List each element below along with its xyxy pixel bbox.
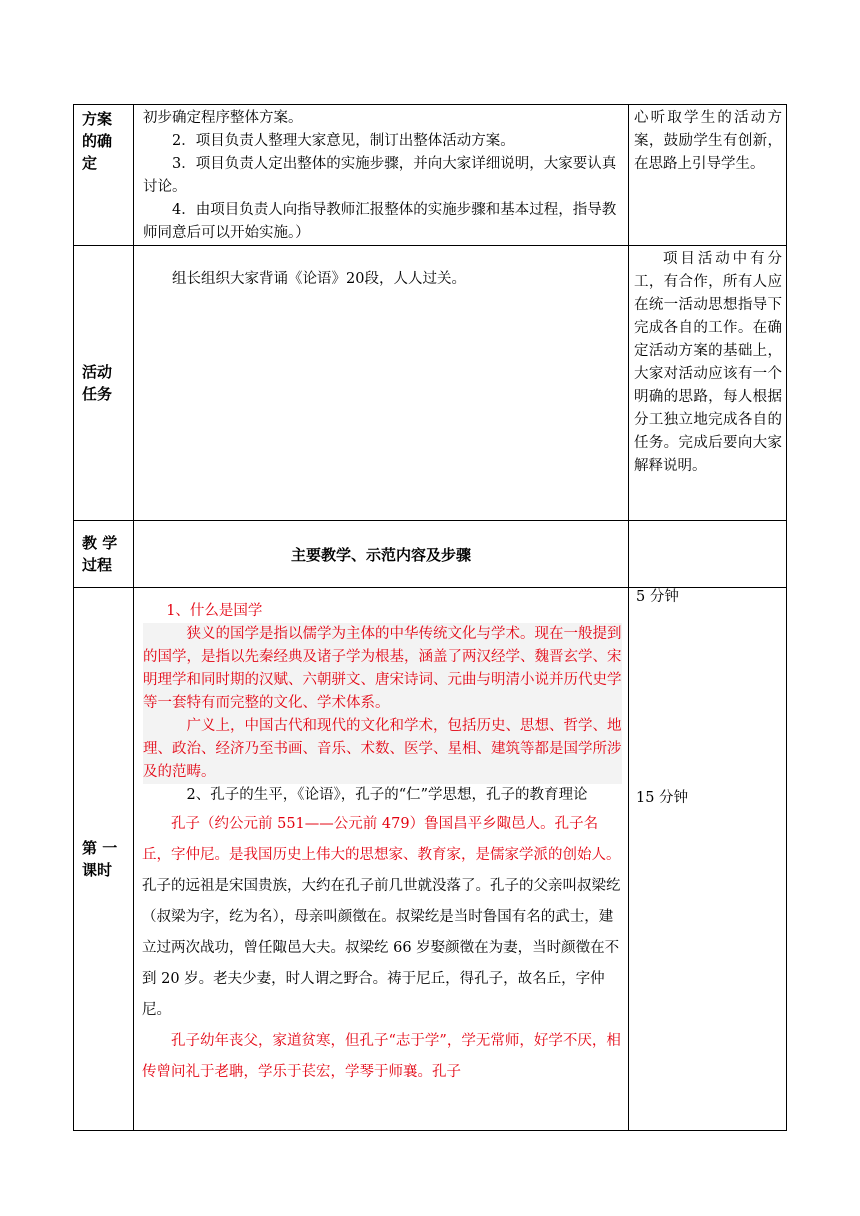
lesson-plan-table — [73, 104, 787, 1131]
heading-confucius — [143, 784, 622, 807]
plan-line: 初步确定程序整体方案。 — [143, 110, 303, 126]
lesson-content — [134, 588, 629, 1131]
header-row — [74, 521, 787, 588]
para-guoxue-broad: 广义上，中国古代和现代的文化和学术，包括历史、思想、哲学、地理、政治、经济乃至书画、音乐、术数、医学、星相、建筑等都是国学所涉及的范畴。 — [143, 715, 622, 784]
plan-content — [134, 105, 629, 246]
task-content — [134, 246, 629, 521]
bio-red: 孔子（约公元前 551——公元前 479）鲁国昌平乡陬邑人。孔子名丘，字仲尼。是我国历史上伟大的思想家、教育家，是儒家学派的创始人。 — [142, 816, 621, 863]
time-cell — [629, 588, 787, 1131]
empty-cell — [629, 521, 787, 588]
heading-confucius-text: 2、孔子的生平，《论语》，孔子的“仁”学思想，孔子的教育理论 — [186, 787, 588, 803]
lesson-label: 第 一课时 — [74, 588, 134, 1131]
plan-label: 方案的确定 — [74, 105, 134, 246]
para-guoxue-narrow: 狭义的国学是指以儒学为主体的中华传统文化与学术。现在一般提到的国学，是指以先秦经典及诸子学为根基，涵盖了两汉经学、魏晋玄学、宋明理学和同时期的汉赋、六朝骈文、唐宋诗词、元曲与明清小说并历代史学等一套特有而完整的文化、学术体系。 — [143, 623, 622, 715]
plan-line: 4．由项目负责人向指导教师汇报整体的实施步骤和基本过程，指导教师同意后可以开始实施。） — [143, 202, 617, 241]
plan-row — [74, 105, 787, 246]
task-text: 组长组织大家背诵《论语》20段，人人过关。 — [172, 271, 466, 287]
task-note: 项目活动中有分工，有合作，所有人应在统一活动思想指导下完成各自的工作。在确定活动方案的基础上，大家对活动应该有一个明确的思路，每人根据分工独立地完成各自的任务。完成后要向大家解释说明。 — [629, 246, 787, 521]
section-title: 主要教学、示范内容及步骤 — [134, 521, 629, 588]
plan-note: 心听取学生的活动方案，鼓励学生有创新，在思路上引导学生。 — [629, 105, 787, 246]
task-row — [74, 246, 787, 521]
task-label: 活动任务 — [74, 246, 134, 521]
para-confucius-youth: 孔子幼年丧父，家道贫寒，但孔子“志于学”，学无常师，好学不厌，相传曾问礼于老聃，学乐于苌宏，学琴于师襄。孔子 — [142, 1033, 621, 1080]
heading-guoxue: 1、什么是国学 — [166, 603, 263, 619]
process-label: 教 学过程 — [74, 521, 134, 588]
plan-line: 2．项目负责人整理大家意见，制订出整体活动方案。 — [172, 133, 515, 149]
plan-line: 3．项目负责人定出整体的实施步骤，并向大家详细说明，大家要认真讨论。 — [143, 156, 617, 195]
time-5: 5 分钟 — [636, 589, 679, 605]
para-confucius-bio — [142, 809, 622, 1026]
bio-black: 孔子的远祖是宋国贵族，大约在孔子前几世就没落了。孔子的父亲叫叔梁纥（叔梁为字，纥为名），母亲叫颜徵在。叔梁纥是当时鲁国有名的武士，建立过两次战功，曾任陬邑大夫。叔梁纥 66 岁娶颜徵在为妻，当时颜徵在不到 20 岁。老夫少妻，时人谓之野合。祷于尼丘，得孔子，故名丘，字仲尼。 — [142, 878, 621, 1018]
time-15: 15 分钟 — [636, 790, 689, 806]
lesson-row — [74, 588, 787, 1131]
